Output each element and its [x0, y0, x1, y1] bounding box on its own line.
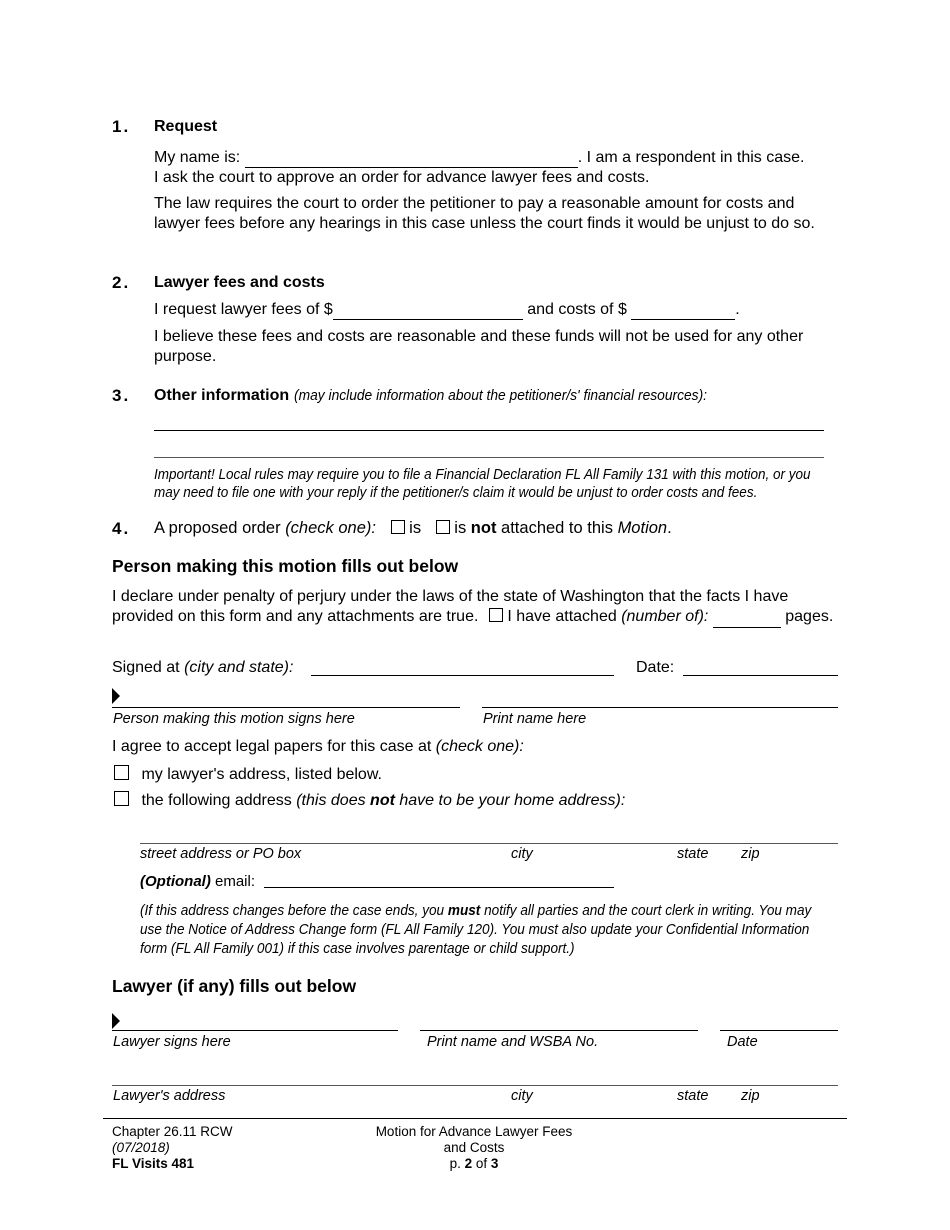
proposed-order-text: A proposed order	[154, 519, 281, 537]
address-change-notice	[140, 901, 837, 958]
section-3-note: (may include information about the petitioner/s' financial resources):	[293, 387, 707, 404]
check-one-label: (check one):	[285, 519, 376, 537]
not-bold-italic: not	[370, 792, 395, 809]
lawyer-print-name-field[interactable]	[420, 1030, 698, 1031]
believe-text: I believe these fees and costs are reasonable and these funds will not be used for any other purpose.	[154, 328, 804, 365]
optional-label: (Optional)	[140, 873, 211, 890]
fees-line	[154, 301, 740, 320]
following-address-checkbox[interactable]	[114, 791, 129, 806]
section-4-end: .	[667, 519, 672, 537]
lawyer-print-label: Print name and WSBA No.	[427, 1034, 599, 1050]
notice-text-a: (If this address changes before the case ends, you	[140, 902, 445, 919]
lawyer-address-label: my lawyer's address, listed below.	[141, 766, 382, 783]
name-suffix: . I am a respondent in this case.	[577, 149, 805, 166]
agree-text: I agree to accept legal papers for this case at	[112, 738, 432, 755]
notice-must: must	[447, 902, 481, 919]
signs-here-label: Person making this motion signs here	[113, 711, 355, 727]
is-not-attached-checkbox[interactable]	[436, 520, 450, 534]
print-name-label: Print name here	[483, 711, 587, 727]
not-bold: not	[470, 519, 497, 537]
lawyer-date-label: Date	[727, 1034, 758, 1050]
date-field[interactable]	[683, 675, 838, 676]
signed-at-field[interactable]	[311, 675, 614, 676]
date-label: Date:	[636, 659, 675, 676]
costs-period: .	[735, 301, 740, 318]
footer-title-1: Motion for Advance Lawyer Fees	[375, 1124, 573, 1139]
section-3-number: 3.	[112, 386, 131, 405]
important-note: Important! Local rules may require you to file a Financial Declaration FL All Family 131 with this motion, or you may need to file one with your reply if the petitioner/s claim it would be unjust to order costs and fees.	[154, 466, 811, 501]
is-label: is	[409, 519, 422, 537]
signed-at-label: Signed at	[112, 659, 180, 676]
lawyer-date-field[interactable]	[720, 1030, 838, 1031]
footer-form-id: FL Visits 481	[112, 1156, 195, 1171]
section-3-heading-line	[154, 387, 743, 405]
agree-line	[112, 738, 524, 756]
section-1-number: 1.	[112, 117, 131, 136]
home-address-label: have to be your home address):	[399, 792, 626, 809]
zip-label: zip	[741, 846, 760, 862]
email-line	[140, 873, 255, 890]
lawyer-city-label: city	[511, 1088, 533, 1104]
pages-label: pages.	[785, 608, 834, 625]
is-attached-checkbox[interactable]	[391, 520, 405, 534]
section-1-heading: Request	[154, 118, 218, 135]
option-following-address	[114, 791, 625, 810]
agree-check-one: (check one):	[435, 738, 524, 755]
page-prefix: p.	[449, 1156, 461, 1171]
signed-at-line	[112, 659, 293, 677]
address-field[interactable]	[140, 843, 838, 844]
name-prefix: My name is:	[154, 149, 241, 166]
section-3-heading: Other information	[154, 387, 290, 404]
lawyer-state-label: state	[677, 1088, 709, 1104]
lawyer-signature-field[interactable]	[112, 1030, 398, 1031]
declaration	[112, 587, 847, 628]
footer-revision: (07/2018)	[112, 1140, 170, 1155]
fees-field[interactable]	[333, 301, 523, 320]
proposed-order-line	[154, 519, 672, 538]
motion-word: Motion	[617, 519, 668, 537]
does-label: (this does	[296, 792, 366, 809]
section-4-number: 4.	[112, 519, 131, 538]
attached-pages-checkbox[interactable]	[489, 608, 503, 622]
footer-left	[112, 1124, 233, 1172]
law-text: The law requires the court to order the petitioner to pay a reasonable amount for costs and lawyer fees before any hearings in this case unless the court finds it would be unjust to do so.	[154, 195, 815, 232]
attached-label: I have attached	[507, 608, 617, 625]
number-of-label: (number of):	[621, 608, 709, 625]
person-section-title: Person making this motion fills out below	[112, 556, 459, 576]
costs-field[interactable]	[631, 301, 735, 320]
declaration-text: I declare under penalty of perjury under the laws of the state of Washington that the facts I have provided on this form and any attachments are true.	[112, 588, 789, 625]
name-line	[154, 149, 805, 168]
city-state-label: (city and state):	[184, 659, 294, 676]
notice-text-b: notify all parties and the court clerk in writing. You may use the Notice of Address Change form (FL All Family 120). You must also update your Confidential Information form (FL All Family 001) if this case involves parentage or child support.)	[140, 902, 812, 957]
footer-title-2: and Costs	[443, 1140, 505, 1155]
ask-text: I ask the court to approve an order for advance lawyer fees and costs.	[154, 169, 650, 186]
other-info-line-1[interactable]	[154, 430, 824, 431]
footer-chapter: Chapter 26.11 RCW	[112, 1124, 233, 1139]
lawyer-address-field[interactable]	[112, 1085, 838, 1086]
signature-field[interactable]	[112, 707, 460, 708]
fees-prefix: I request lawyer fees of $	[154, 301, 333, 318]
lawyer-zip-label: zip	[741, 1088, 760, 1104]
street-label: street address or PO box	[140, 846, 302, 862]
section-2-heading: Lawyer fees and costs	[154, 274, 325, 291]
is-not-label: is	[454, 519, 467, 537]
city-label: city	[511, 846, 533, 862]
other-info-line-2[interactable]	[154, 457, 824, 458]
lawyer-sign-arrow-icon	[112, 1013, 120, 1029]
section-2-number: 2.	[112, 273, 131, 292]
page-total: 3	[490, 1156, 499, 1171]
name-field[interactable]	[245, 149, 578, 168]
state-label: state	[677, 846, 709, 862]
footer-center	[334, 1124, 614, 1172]
lawyer-address-label: Lawyer's address	[113, 1088, 226, 1104]
following-address-label: the following address	[141, 792, 292, 809]
print-name-field[interactable]	[482, 707, 838, 708]
attached-text: attached to this	[501, 519, 613, 537]
costs-prefix: and costs of $	[527, 301, 627, 318]
page-of: of	[475, 1156, 488, 1171]
footer-rule	[103, 1118, 847, 1119]
footer-page	[334, 1156, 614, 1172]
number-of-pages-field[interactable]	[713, 607, 781, 628]
lawyer-address-checkbox[interactable]	[114, 765, 129, 780]
email-label: email:	[215, 873, 256, 890]
page-number: 2	[464, 1156, 473, 1171]
lawyer-signs-label: Lawyer signs here	[113, 1034, 231, 1050]
sign-here-arrow-icon	[112, 688, 120, 704]
option-lawyer-address	[114, 765, 382, 784]
email-field[interactable]	[264, 887, 614, 888]
lawyer-section-title: Lawyer (if any) fills out below	[112, 976, 357, 996]
